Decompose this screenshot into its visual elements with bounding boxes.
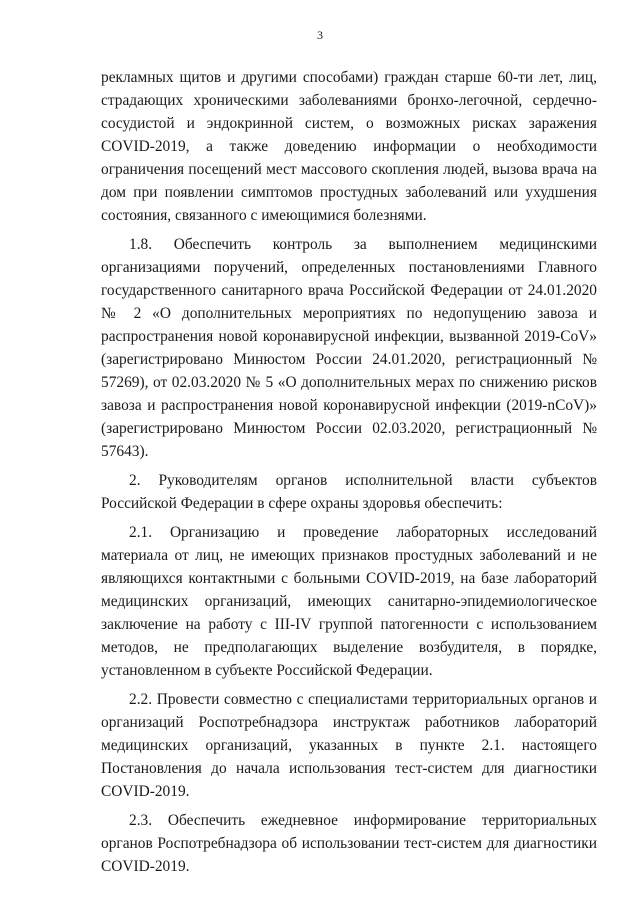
paragraph-2-1: 2.1. Организацию и проведение лабораторных исследований материала от лиц, не имеющих признаков простудных заболеваний и не являющихся контактными с больными COVID-2019, на базе лабораторий медицинских организаций, имеющих санитарно-эпидемиологическое заключение на работу с III-IV группой патогенности с использованием методов, не предполагающих выделение возбудителя, в порядке, установленном в субъекте Российской Федерации. <box>101 524 597 679</box>
page-number: 3 <box>317 28 323 42</box>
paragraph-2-3: 2.3. Обеспечить ежедневное информирование территориальных органов Роспотребнадзора об использовании тест-систем для диагностики COVID-2019. <box>101 812 597 875</box>
paragraph-1-8: 1.8. Обеспечить контроль за выполнением медицинскими организациями поручений, определенных постановлениями Главного государственного санитарного врача Российской Федерации от 24.01.2020 № 2 «О дополнительных мероприятиях по недопущению завоза и распространения новой коронавирусной инфекции, вызванной 2019-CoV» (зарегистрировано Минюстом России 24.01.2020, регистрационный № 57269), от 02.03.2020 № 5 «О дополнительных мерах по снижению рисков завоза и распространения новой коронавирусной инфекции (2019-nCoV)» (зарегистрировано Минюстом России 02.03.2020, регистрационный № 57643). <box>101 236 597 460</box>
paragraph-2-2: 2.2. Провести совместно с специалистами территориальных органов и организаций Роспотребнадзора инструктаж работников лабораторий медицинских организаций, указанных в пункте 2.1. настоящего Постановления до начала использования тест-систем для диагностики COVID-2019. <box>101 691 597 800</box>
document-body <box>101 66 597 884</box>
paragraph-continuation: рекламных щитов и другими способами) граждан старше 60-ти лет, лиц, страдающих хроническими заболеваниями бронхо-легочной, сердечно-сосудистой и эндокринной систем, о возможных рисках заражения COVID-2019, а также доведению информации о необходимости ограничения посещений мест массового скопления людей, вызова врача на дом при появлении симптомов простудных заболеваний или ухудшения состояния, связанного с имеющимися болезнями. <box>101 69 597 224</box>
paragraph-2: 2. Руководителям органов исполнительной власти субъектов Российской Федерации в сфере охраны здоровья обеспечить: <box>101 472 597 512</box>
